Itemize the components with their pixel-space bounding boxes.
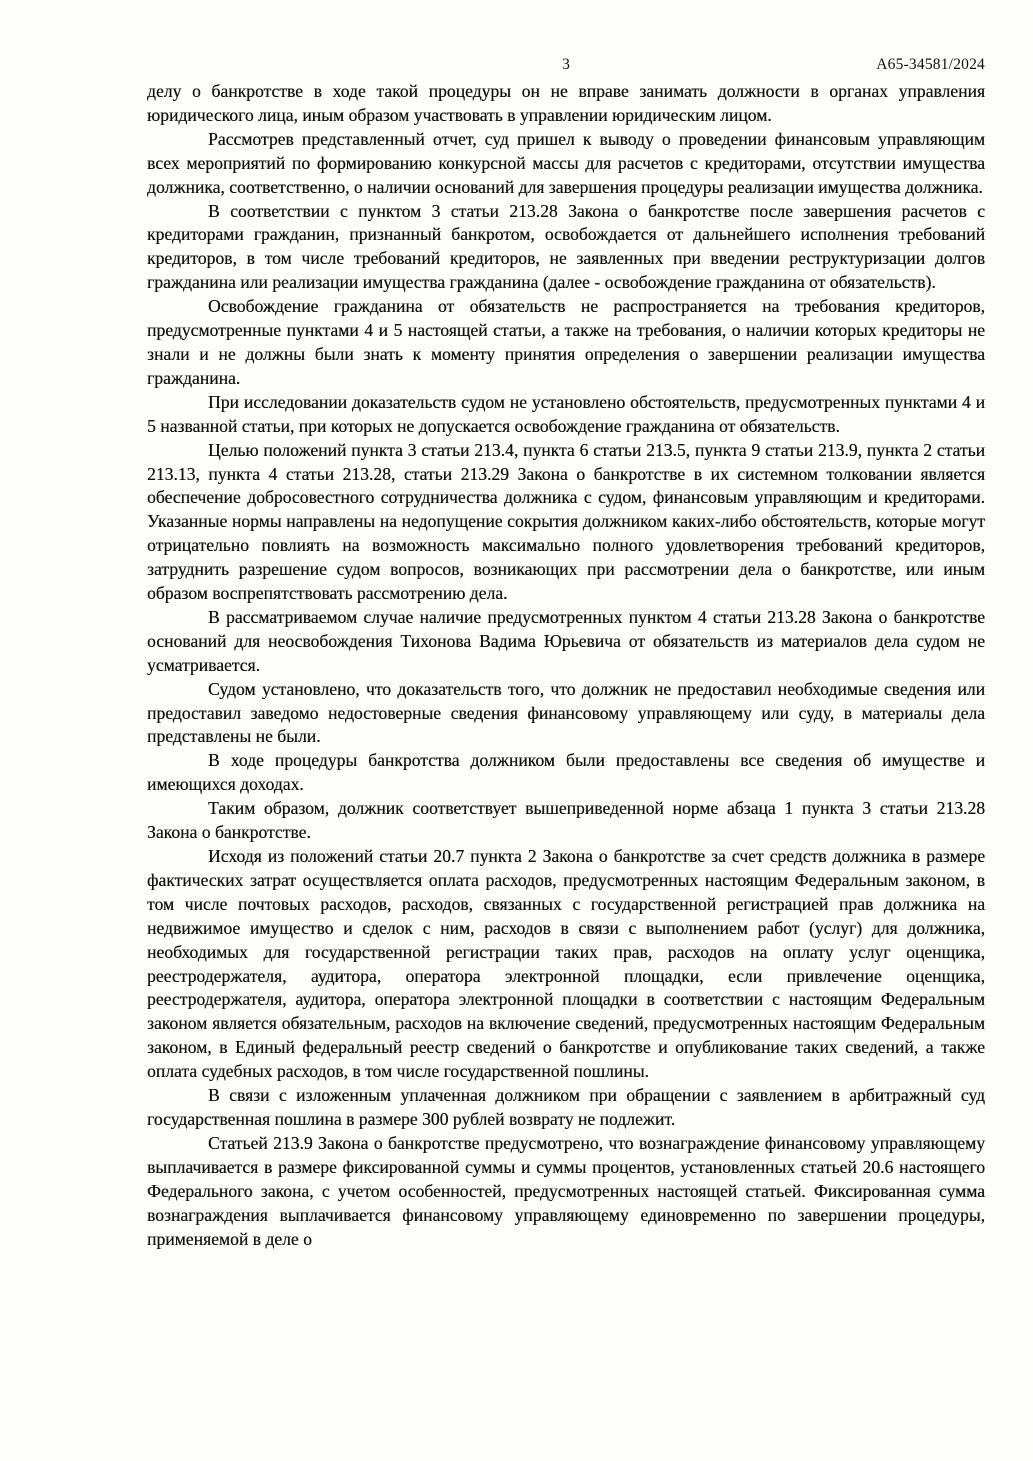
paragraph: При исследовании доказательств судом не установлено обстоятельств, предусмотренных пунктами 4 и 5 названной статьи, при которых не допускается освобождение гражданина от обязательств.: [147, 391, 985, 436]
paragraph: Судом установлено, что доказательств того, что должник не предоставил необходимые сведения или предоставил заведомо недостоверные сведения финансовому управляющему или суду, в материалы дела представлены не были.: [147, 678, 985, 747]
paragraph: В соответствии с пунктом 3 статьи 213.28 Закона о банкротстве после завершения расчетов с кредиторами гражданин, признанный банкротом, освобождается от дальнейшего исполнения требований кредиторов, в том числе требований кредиторов, не заявленных при введении реструктуризации долгов гражданина или реализации имущества гражданина (далее - освобождение гражданина от обязательств).: [147, 200, 985, 293]
paragraph: В ходе процедуры банкротства должником были предоставлены все сведения об имуществе и имеющихся доходах.: [147, 750, 985, 795]
paragraph: делу о банкротстве в ходе такой процедуры он не вправе занимать должности в органах управления юридического лица, иным образом участвовать в управлении юридическим лицом.: [147, 81, 985, 125]
paragraph: Статьей 213.9 Закона о банкротстве предусмотрено, что вознаграждение финансовому управляющему выплачивается в размере фиксированной суммы и суммы процентов, установленных статьей 20.6 настоящего Федерального закона, с учетом особенностей, предусмотренных настоящей статьей. Фиксированная сумма вознаграждения выплачивается финансовому управляющему единовременно по завершении процедуры, применяемой в деле о: [147, 1132, 985, 1249]
paragraph: Рассмотрев представленный отчет, суд пришел к выводу о проведении финансовым управляющим всех мероприятий по формированию конкурсной массы для расчетов с кредиторами, отсутствии имущества должника, соответственно, о наличии оснований для завершения процедуры реализации имущества должника.: [147, 128, 985, 197]
paragraph: Освобождение гражданина от обязательств не распространяется на требования кредиторов, предусмотренные пунктами 4 и 5 настоящей статьи, а также на требования, о наличии которых кредиторы не знали и не должны были знать к моменту принятия определения о завершении реализации имущества гражданина.: [147, 296, 985, 388]
paragraph: В связи с изложенным уплаченная должником при обращении с заявлением в арбитражный суд государственная пошлина в размере 300 рублей возврату не подлежит.: [147, 1085, 985, 1129]
page-header: [147, 55, 985, 77]
paragraph: Целью положений пункта 3 статьи 213.4, пункта 6 статьи 213.5, пункта 9 статьи 213.9, пункта 2 статьи 213.13, пункта 4 статьи 213.28, статьи 213.29 Закона о банкротстве в их системном толковании является обеспечение добросовестного сотрудничества должника с судом, финансовым управляющим и кредиторами. Указанные нормы направлены на недопущение сокрытия должником каких-либо обстоятельств, которые могут отрицательно повлиять на возможность максимально полного удовлетворения требований кредиторов, затруднить разрешение судом вопросов, возникающих при рассмотрении дела о банкротстве, или иным образом воспрепятствовать рассмотрению дела.: [147, 439, 985, 604]
paragraph: Исходя из положений статьи 20.7 пункта 2 Закона о банкротстве за счет средств должника в размере фактических затрат осуществляется оплата расходов, предусмотренных настоящим Федеральным законом, в том числе почтовых расходов, расходов, связанных с государственной регистрацией прав должника на недвижимое имущество и сделок с ним, расходов в связи с выполнением работ (услуг) для должника, необходимых для государственной регистрации таких прав, расходов на оплату услуг оценщика, реестродержателя, аудитора, оператора электронной площадки, если привлечение оценщика, реестродержателя, аудитора, оператора электронной площадки в соответствии с настоящим Федеральным законом является обязательным, расходов на включение сведений, предусмотренных настоящим Федеральным законом, в Единый федеральный реестр сведений о банкротстве и опубликование таких сведений, а также оплата судебных расходов, в том числе государственной пошлины.: [147, 846, 985, 1082]
page-number: 3: [562, 56, 570, 73]
case-number: А65-34581/2024: [876, 56, 985, 73]
paragraph: Таким образом, должник соответствует вышеприведенной норме абзаца 1 пункта 3 статьи 213.28 Закона о банкротстве.: [147, 798, 985, 843]
document-body: [147, 80, 985, 1251]
paragraph: В рассматриваемом случае наличие предусмотренных пунктом 4 статьи 213.28 Закона о банкротстве оснований для неосвобождения Тихонова Вадима Юрьевича от обязательств из материалов дела судом не усматривается.: [147, 606, 985, 675]
